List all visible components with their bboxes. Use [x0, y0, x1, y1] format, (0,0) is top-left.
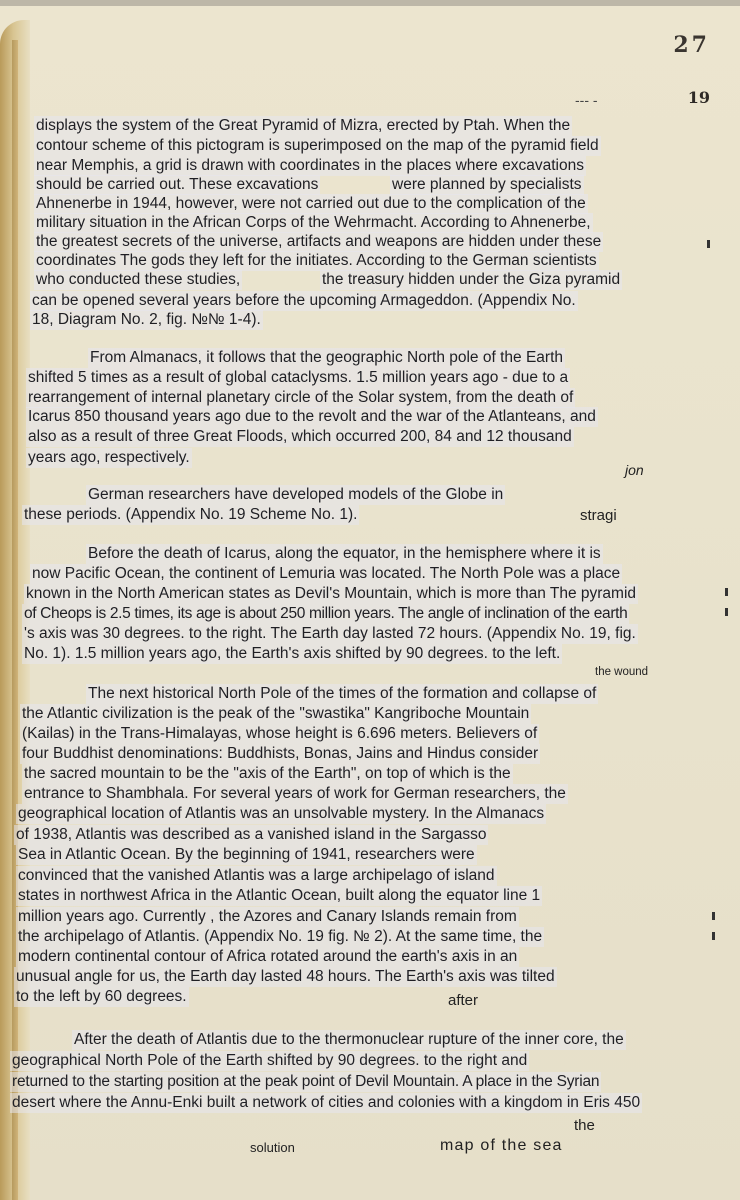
text-line: the greatest secrets of the universe, artifacts and weapons are hidden under these: [36, 233, 602, 250]
text-line: the treasury hidden under the Giza pyramid: [322, 271, 621, 288]
text-line: to the left by 60 degrees.: [16, 988, 187, 1005]
text-line: geographical North Pole of the Earth shifted by 90 degrees. to the right and: [12, 1052, 528, 1069]
annotation-stragi: stragi: [580, 507, 617, 524]
text-line: entrance to Shambhala. For several years of work for German researchers, the: [24, 785, 566, 802]
text-line: unusual angle for us, the Earth day lasted 48 hours. The Earth's axis was tilted: [16, 968, 555, 985]
text-line: of Cheops is 2.5 times, its age is about 250 million years. The angle of inclination of the earth: [24, 605, 628, 622]
text-line: the archipelago of Atlantis. (Appendix No. 19 fig. № 2). At the same time, the: [18, 928, 543, 945]
text-line: of 1938, Atlantis was described as a vanished island in the Sargasso: [16, 826, 487, 843]
top-border: [0, 0, 740, 6]
annotation-after: after: [448, 992, 479, 1009]
text-line: can be opened several years before the upcoming Armageddon. (Appendix No.: [32, 292, 576, 309]
text-line: After the death of Atlantis due to the thermonuclear rupture of the inner core, the: [74, 1031, 624, 1048]
dash-mark: --- -: [575, 92, 598, 108]
text-line: near Memphis, a grid is drawn with coordinates in the places where excavations: [36, 157, 584, 174]
text-line: million years ago. Currently , the Azores and Canary Islands remain from: [18, 908, 517, 925]
text-line: years ago, respectively.: [28, 449, 190, 466]
text-line: the Atlantic civilization is the peak of the "swastika" Kangriboche Mountain: [22, 705, 530, 722]
text-line: who conducted these studies,: [36, 271, 241, 288]
annotation-the: the: [574, 1117, 595, 1134]
text-line: Icarus 850 thousand years ago due to the revolt and the war of the Atlanteans, and: [28, 408, 596, 425]
text-line: four Buddhist denominations: Buddhists, Bonas, Jains and Hindus consider: [22, 745, 539, 762]
text-line: these periods. (Appendix No. 19 Scheme No. 1).: [24, 506, 358, 523]
text-line: known in the North American states as Devil's Mountain, which is more than The pyramid: [26, 585, 637, 602]
text-line: No. 1). 1.5 million years ago, the Earth's axis shifted by 90 degrees. to the left.: [24, 645, 561, 662]
margin-mark: [712, 932, 715, 940]
annotation-solution: solution: [250, 1140, 295, 1155]
text-line: now Pacific Ocean, the continent of Lemuria was located. The North Pole was a place: [32, 565, 621, 582]
annotation-the-wound: the wound: [595, 666, 649, 678]
text-line: rearrangement of internal planetary circle of the Solar system, from the death of: [28, 389, 574, 406]
text-line: military situation in the African Corps of the Wehrmacht. According to Ahnenerbe,: [36, 214, 591, 231]
page-number: 27: [673, 32, 710, 58]
text-line: convinced that the vanished Atlantis was a large archipelago of island: [18, 867, 495, 884]
page-number-small: 19: [687, 88, 710, 107]
annotation-jon: jon: [625, 462, 644, 478]
text-line: Sea in Atlantic Ocean. By the beginning of 1941, researchers were: [18, 846, 475, 863]
text-line: should be carried out. These excavations: [36, 176, 319, 193]
annotation-map-of-the-sea: map of the sea: [440, 1137, 563, 1154]
text-line: states in northwest Africa in the Atlantic Ocean, built along the equator line 1: [18, 887, 541, 904]
text-line: modern continental contour of Africa rotated around the earth's axis in an: [18, 948, 518, 965]
text-line: coordinates The gods they left for the initiates. According to the German scientists: [36, 252, 597, 269]
text-line: geographical location of Atlantis was an unsolvable mystery. In the Almanacs: [18, 805, 545, 822]
text-line: displays the system of the Great Pyramid of Mizra, erected by Ptah. When the: [36, 117, 571, 134]
text-line: shifted 5 times as a result of global cataclysms. 1.5 million years ago - due to a: [28, 369, 569, 386]
text-line: desert where the Annu-Enki built a network of cities and colonies with a kingdom in Eris 450: [12, 1094, 641, 1111]
margin-mark: [712, 912, 715, 920]
margin-mark: [725, 588, 728, 596]
text-line: the sacred mountain to be the "axis of the Earth", on top of which is the: [24, 765, 511, 782]
margin-mark: [725, 608, 728, 616]
text-line: returned to the starting position at the peak point of Devil Mountain. A place in the Syrian: [12, 1073, 600, 1090]
text-line: The next historical North Pole of the times of the formation and collapse of: [88, 685, 597, 702]
text-line: From Almanacs, it follows that the geographic North pole of the Earth: [90, 349, 563, 366]
text-line: contour scheme of this pictogram is superimposed on the map of the pyramid field: [36, 137, 599, 154]
text-line: German researchers have developed models of the Globe in: [88, 486, 504, 503]
text-line: were planned by specialists: [392, 176, 582, 193]
text-line: also as a result of three Great Floods, which occurred 200, 84 and 12 thousand: [28, 428, 572, 445]
text-line: Ahnenerbe in 1944, however, were not carried out due to the complication of the: [36, 195, 586, 212]
text-line: 18, Diagram No. 2, fig. №№ 1-4).: [32, 311, 261, 328]
text-line: 's axis was 30 degrees. to the right. The Earth day lasted 72 hours. (Appendix No. 19, fig.: [24, 625, 636, 642]
text-line: (Kailas) in the Trans-Himalayas, whose height is 6.696 meters. Believers of: [22, 725, 538, 742]
text-line: Before the death of Icarus, along the equator, in the hemisphere where it is: [88, 545, 601, 562]
spine-edge: [12, 40, 18, 1200]
margin-mark: [707, 240, 710, 248]
